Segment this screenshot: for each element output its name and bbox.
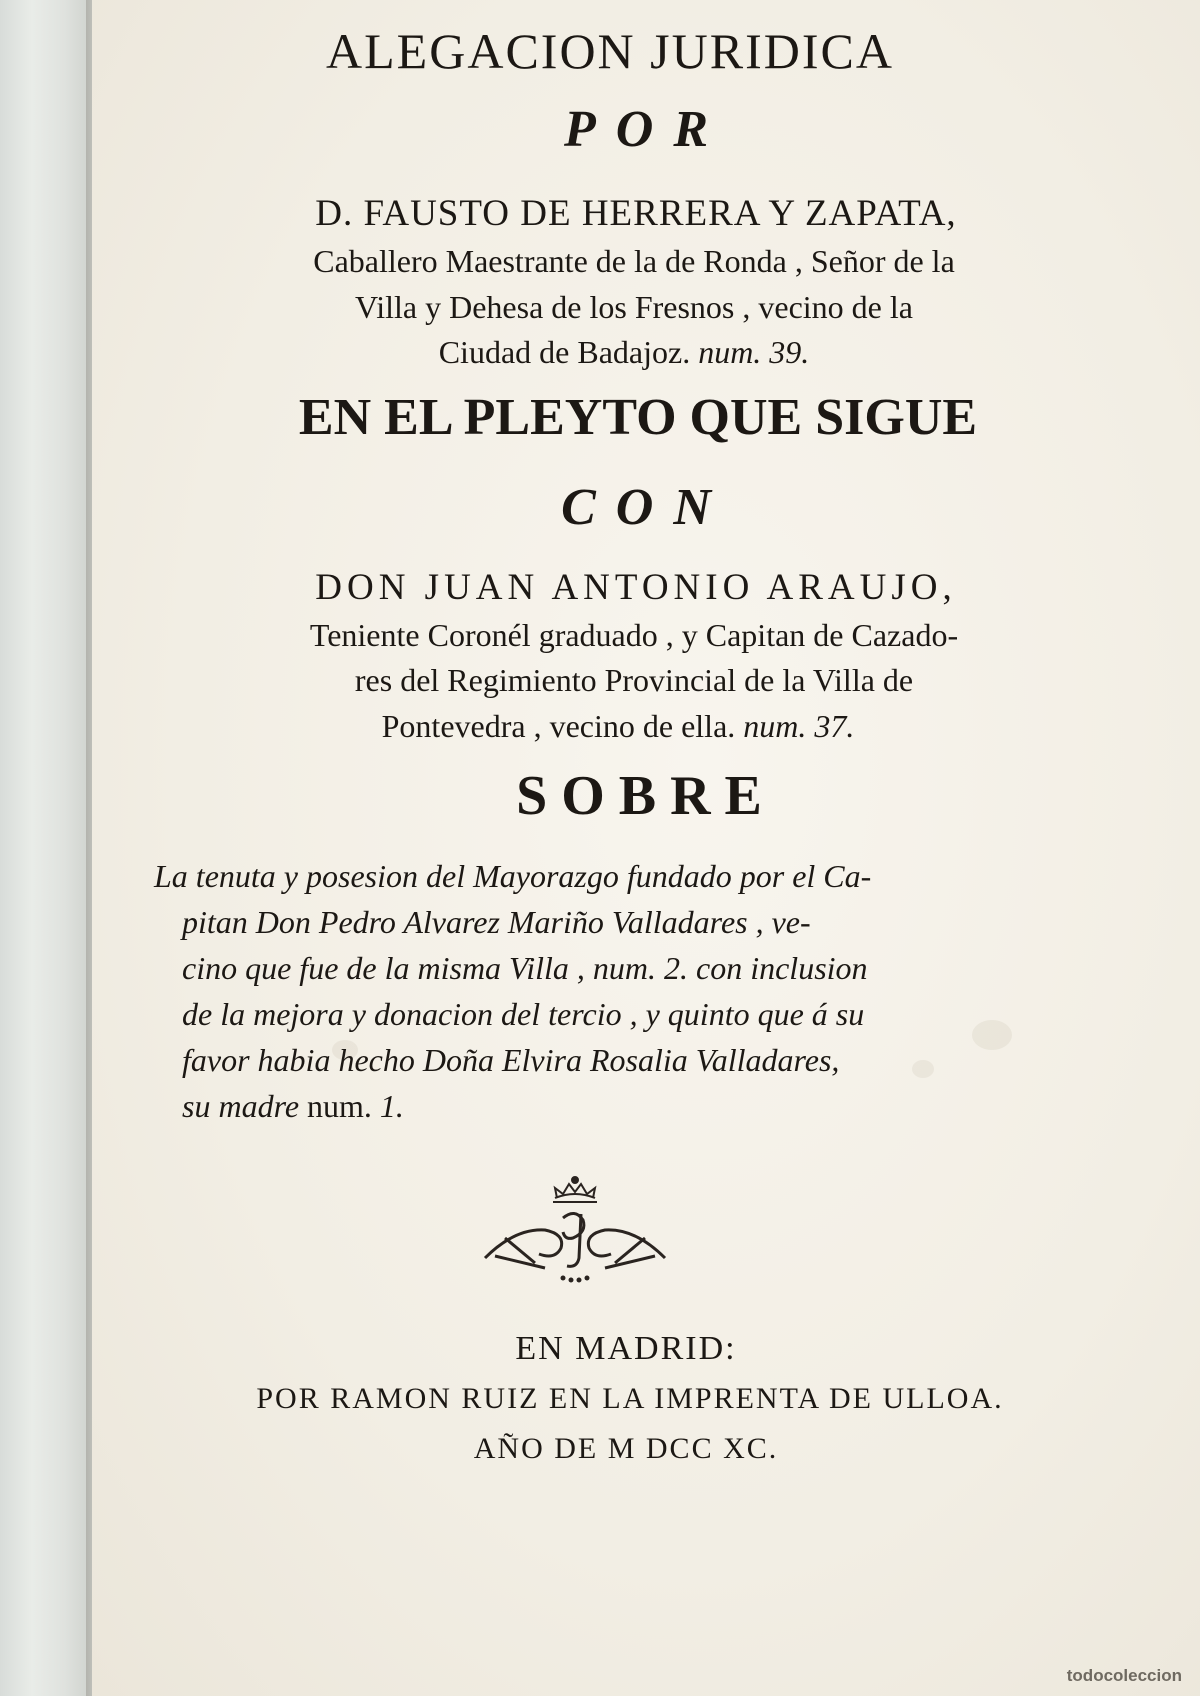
subject-line: La tenuta y posesion del Mayorazgo fundado por el Ca- xyxy=(154,858,872,894)
subject-line: cino que fue de la misma Villa , num. 2. con inclusion xyxy=(182,950,868,986)
subject-line: de la mejora y donacion del tercio , y quinto que á su xyxy=(182,996,865,1032)
plaintiff-city: Ciudad de Badajoz. xyxy=(438,334,691,370)
defendant-desc-line: res del Regimiento Provincial de la Villa de xyxy=(354,662,914,698)
defendant-desc-line: Teniente Coronél graduado , y Capitan de Cazado- xyxy=(309,617,959,653)
defendant-name: DON JUAN ANTONIO ARAUJO, xyxy=(315,567,957,608)
subject-line xyxy=(182,1088,1142,1125)
subject-line: favor habia hecho Doña Elvira Rosalia Valladares, xyxy=(182,1042,840,1078)
subject-num-label: num. xyxy=(307,1088,372,1124)
defendant-city: Pontevedra , vecino de ella. xyxy=(381,708,736,744)
subject-madre: su madre xyxy=(182,1088,300,1124)
plaintiff-number: num. 39. xyxy=(698,334,810,370)
con-heading: CON xyxy=(561,479,731,536)
imprint-printer: POR RAMON RUIZ EN LA IMPRENTA DE ULLOA. xyxy=(256,1382,1004,1415)
title-page xyxy=(92,0,1200,1696)
sobre-heading: SOBRE xyxy=(516,765,776,827)
subject-num-value: 1. xyxy=(379,1088,404,1124)
crowned-monogram-icon xyxy=(475,1168,675,1288)
watermark: todocoleccion xyxy=(1066,1666,1182,1685)
defendant-number: num. 37. xyxy=(743,708,855,744)
pleyto-heading: EN EL PLEYTO QUE SIGUE xyxy=(298,389,978,446)
page-title: ALEGACION JURIDICA xyxy=(326,23,894,79)
plaintiff-desc-line: Villa y Dehesa de los Fresnos , vecino de la xyxy=(355,289,913,325)
subject-line: pitan Don Pedro Alvarez Mariño Valladares , ve- xyxy=(182,904,811,940)
plaintiff-desc-line xyxy=(70,334,1178,371)
por-heading: POR xyxy=(564,101,728,158)
plaintiff-name: D. FAUSTO DE HERRERA Y ZAPATA, xyxy=(315,193,957,234)
plaintiff-desc-line: Caballero Maestrante de la de Ronda , Señor de la xyxy=(313,243,955,279)
imprint-year: AÑO DE M DCC XC. xyxy=(473,1432,779,1465)
defendant-desc-line xyxy=(64,708,1172,745)
imprint-city: EN MADRID: xyxy=(515,1330,737,1367)
